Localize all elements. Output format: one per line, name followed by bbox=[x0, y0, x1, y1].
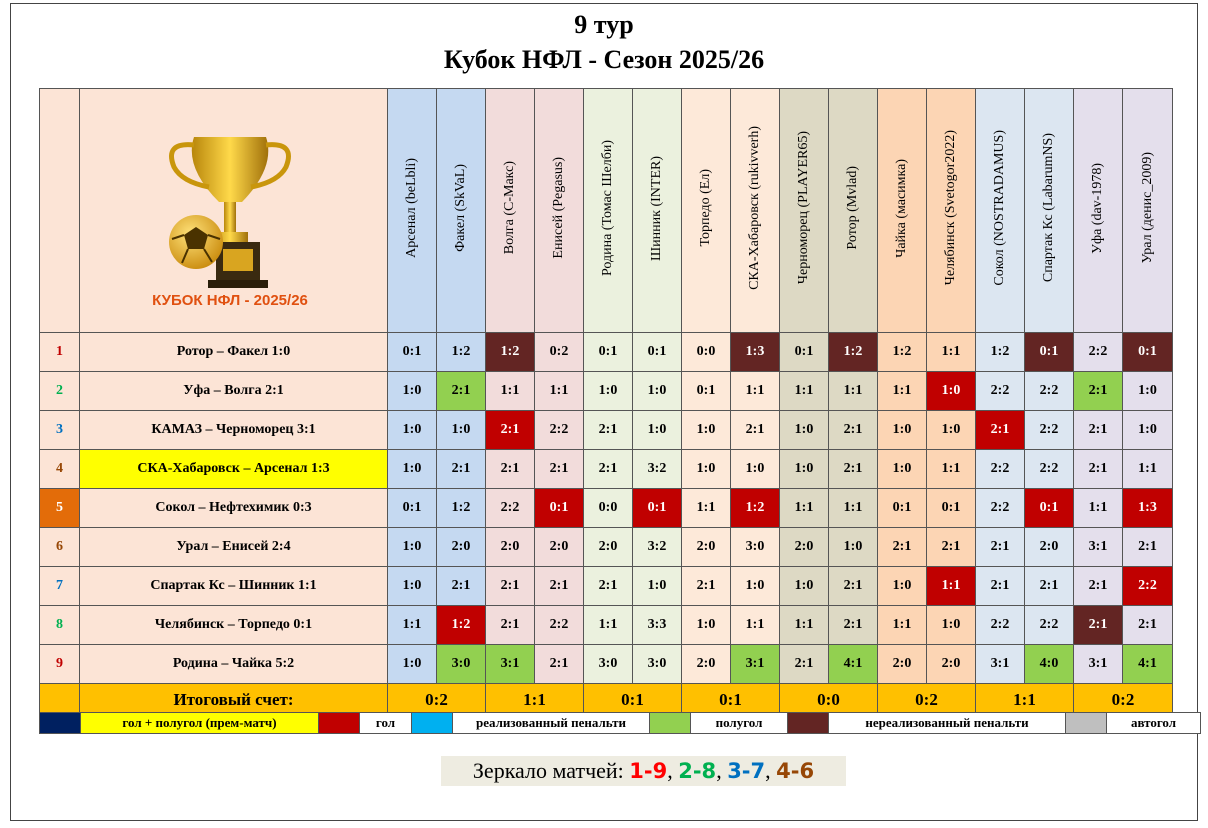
prediction-cell: 1:2 bbox=[829, 333, 878, 372]
prediction-cell: 1:0 bbox=[682, 450, 731, 489]
corner-cell bbox=[40, 89, 80, 333]
prediction-cell: 1:2 bbox=[731, 489, 780, 528]
tournament-title: Кубок НФЛ - Сезон 2025/26 bbox=[443, 45, 765, 74]
prediction-cell: 2:1 bbox=[1074, 567, 1123, 606]
match-number: 3 bbox=[40, 411, 80, 450]
prediction-cell: 2:2 bbox=[1025, 606, 1074, 645]
summary-score: 0:1 bbox=[584, 684, 682, 716]
prediction-cell: 2:2 bbox=[976, 489, 1025, 528]
prediction-cell: 1:1 bbox=[780, 372, 829, 411]
prediction-cell: 2:2 bbox=[486, 489, 535, 528]
logo-caption: КУБОК НФЛ - 2025/26 bbox=[152, 292, 308, 309]
match-name: Ротор – Факел 1:0 bbox=[80, 333, 388, 372]
team-header-label: Черноморец (PLAYER65) bbox=[796, 131, 811, 285]
prediction-cell: 1:0 bbox=[878, 567, 927, 606]
prediction-cell: 2:1 bbox=[780, 645, 829, 684]
team-header-label: Спартак Кс (LabarumNS) bbox=[1041, 133, 1056, 283]
summary-score: 0:0 bbox=[780, 684, 878, 716]
team-header-label: Челябинск (Svetogor2022) bbox=[943, 130, 958, 286]
summary-score: 0:2 bbox=[388, 684, 486, 716]
team-header bbox=[388, 89, 437, 333]
prediction-cell: 2:2 bbox=[976, 606, 1025, 645]
prediction-cell: 2:1 bbox=[878, 528, 927, 567]
prediction-cell: 2:0 bbox=[927, 645, 976, 684]
legend-label: нереализованный пенальти bbox=[829, 713, 1066, 734]
team-header bbox=[1123, 89, 1173, 333]
team-header-label: Торпедо (Ел) bbox=[698, 169, 713, 247]
prediction-cell: 1:0 bbox=[927, 372, 976, 411]
legend-label: гол bbox=[360, 713, 412, 734]
prediction-cell: 2:1 bbox=[976, 411, 1025, 450]
legend-label: полугол bbox=[691, 713, 788, 734]
prediction-cell: 0:1 bbox=[1025, 333, 1074, 372]
prediction-cell: 1:1 bbox=[927, 567, 976, 606]
prediction-cell: 2:2 bbox=[976, 372, 1025, 411]
team-header-label: Уфа (dav-1978) bbox=[1090, 162, 1105, 254]
prediction-cell: 1:1 bbox=[584, 606, 633, 645]
round-title: 9 тур bbox=[574, 10, 634, 39]
table-row bbox=[40, 645, 1173, 684]
match-number: 2 bbox=[40, 372, 80, 411]
prediction-cell: 2:1 bbox=[584, 567, 633, 606]
prediction-cell: 0:1 bbox=[927, 489, 976, 528]
team-header bbox=[976, 89, 1025, 333]
mirror-matches bbox=[441, 756, 846, 786]
prediction-cell: 2:1 bbox=[1123, 528, 1173, 567]
summary-score: 0:2 bbox=[1074, 684, 1173, 716]
legend-swatch bbox=[650, 713, 691, 734]
prediction-cell: 2:0 bbox=[682, 528, 731, 567]
prediction-cell: 2:1 bbox=[1025, 567, 1074, 606]
legend-swatch bbox=[1066, 713, 1107, 734]
team-header bbox=[584, 89, 633, 333]
match-number: 8 bbox=[40, 606, 80, 645]
match-name: Родина – Чайка 5:2 bbox=[80, 645, 388, 684]
prediction-cell: 2:2 bbox=[1025, 450, 1074, 489]
prediction-cell: 0:2 bbox=[535, 333, 584, 372]
prediction-cell: 1:1 bbox=[878, 372, 927, 411]
prediction-cell: 2:1 bbox=[486, 411, 535, 450]
match-name: Уфа – Волга 2:1 bbox=[80, 372, 388, 411]
team-header-label: Ротор (Mvlad) bbox=[845, 166, 860, 250]
prediction-cell: 4:0 bbox=[1025, 645, 1074, 684]
prediction-cell: 1:0 bbox=[388, 411, 437, 450]
prediction-cell: 1:0 bbox=[633, 411, 682, 450]
prediction-cell: 1:0 bbox=[927, 606, 976, 645]
mirror-separator: , bbox=[765, 758, 777, 783]
table-row bbox=[40, 489, 1173, 528]
cup-logo bbox=[124, 107, 336, 320]
prediction-cell: 1:0 bbox=[927, 411, 976, 450]
prediction-cell: 2:1 bbox=[1074, 372, 1123, 411]
team-header bbox=[1074, 89, 1123, 333]
team-header bbox=[878, 89, 927, 333]
team-header bbox=[682, 89, 731, 333]
prediction-cell: 2:2 bbox=[1025, 411, 1074, 450]
match-number: 4 bbox=[40, 450, 80, 489]
team-header bbox=[927, 89, 976, 333]
prediction-cell: 1:2 bbox=[437, 489, 486, 528]
prediction-cell: 3:0 bbox=[437, 645, 486, 684]
prediction-cell: 1:2 bbox=[437, 606, 486, 645]
mirror-separator: , bbox=[716, 758, 728, 783]
legend-label: реализованный пенальти bbox=[453, 713, 650, 734]
prediction-cell: 1:0 bbox=[878, 450, 927, 489]
prediction-cell: 2:1 bbox=[927, 528, 976, 567]
prediction-cell: 2:2 bbox=[535, 411, 584, 450]
prediction-cell: 2:2 bbox=[1123, 567, 1173, 606]
prediction-cell: 1:1 bbox=[535, 372, 584, 411]
prediction-cell: 1:0 bbox=[437, 411, 486, 450]
prediction-cell: 0:1 bbox=[388, 489, 437, 528]
prediction-cell: 2:1 bbox=[437, 450, 486, 489]
prediction-cell: 0:1 bbox=[682, 372, 731, 411]
table-row bbox=[40, 528, 1173, 567]
mirror-separator: , bbox=[667, 758, 679, 783]
legend-label: автогол bbox=[1107, 713, 1201, 734]
table-row bbox=[40, 567, 1173, 606]
prediction-cell: 1:0 bbox=[780, 567, 829, 606]
match-number: 5 bbox=[40, 489, 80, 528]
prediction-cell: 1:0 bbox=[682, 606, 731, 645]
prediction-cell: 0:1 bbox=[633, 333, 682, 372]
legend-swatch bbox=[788, 713, 829, 734]
team-header-label: Волга (С-Макс) bbox=[502, 161, 517, 255]
prediction-cell: 2:0 bbox=[584, 528, 633, 567]
prediction-cell: 1:1 bbox=[682, 489, 731, 528]
prediction-cell: 0:1 bbox=[535, 489, 584, 528]
prediction-cell: 2:1 bbox=[535, 450, 584, 489]
table-row bbox=[40, 606, 1173, 645]
prediction-cell: 1:0 bbox=[388, 528, 437, 567]
match-name: Урал – Енисей 2:4 bbox=[80, 528, 388, 567]
prediction-cell: 1:2 bbox=[878, 333, 927, 372]
prediction-cell: 2:1 bbox=[584, 411, 633, 450]
mirror-pair: 4-6 bbox=[776, 759, 815, 783]
prediction-cell: 2:1 bbox=[1074, 411, 1123, 450]
summary-score: 1:1 bbox=[976, 684, 1074, 716]
match-number: 7 bbox=[40, 567, 80, 606]
prediction-cell: 0:1 bbox=[780, 333, 829, 372]
legend-swatch bbox=[412, 713, 453, 734]
prediction-cell: 0:1 bbox=[878, 489, 927, 528]
prediction-cell: 2:0 bbox=[682, 645, 731, 684]
legend-label: гол + полугол (прем-матч) bbox=[81, 713, 319, 734]
match-name: Челябинск – Торпедо 0:1 bbox=[80, 606, 388, 645]
prediction-cell: 1:2 bbox=[486, 333, 535, 372]
prediction-cell: 1:0 bbox=[1123, 411, 1173, 450]
mirror-pair: 2-8 bbox=[678, 759, 717, 783]
prediction-cell: 0:0 bbox=[584, 489, 633, 528]
prediction-cell: 3:1 bbox=[976, 645, 1025, 684]
prediction-cell: 0:1 bbox=[388, 333, 437, 372]
prediction-cell: 0:1 bbox=[1123, 333, 1173, 372]
team-header-label: СКА-Хабаровск (rukivverh) bbox=[747, 126, 762, 290]
team-header-label: Урал (денис_2009) bbox=[1139, 152, 1155, 264]
table-row bbox=[40, 333, 1173, 372]
prediction-cell: 1:1 bbox=[878, 606, 927, 645]
prediction-cell: 1:0 bbox=[388, 372, 437, 411]
team-header bbox=[1025, 89, 1074, 333]
team-header-label: Арсенал (beLbli) bbox=[404, 158, 419, 258]
team-header-label: Шинник (INTER) bbox=[649, 155, 664, 261]
prediction-cell: 1:0 bbox=[731, 567, 780, 606]
prediction-cell: 1:1 bbox=[731, 372, 780, 411]
prediction-cell: 1:2 bbox=[976, 333, 1025, 372]
prediction-cell: 2:1 bbox=[1123, 606, 1173, 645]
prediction-cell: 3:0 bbox=[584, 645, 633, 684]
prediction-cell: 1:3 bbox=[731, 333, 780, 372]
prediction-cell: 2:0 bbox=[780, 528, 829, 567]
match-number: 9 bbox=[40, 645, 80, 684]
prediction-cell: 2:1 bbox=[731, 411, 780, 450]
prediction-cell: 2:1 bbox=[535, 645, 584, 684]
prediction-cell: 2:2 bbox=[976, 450, 1025, 489]
team-header-label: Енисей (Pegasus) bbox=[551, 157, 566, 259]
prediction-cell: 2:1 bbox=[1074, 450, 1123, 489]
team-header bbox=[731, 89, 780, 333]
prediction-cell: 3:0 bbox=[633, 645, 682, 684]
prediction-cell: 2:1 bbox=[682, 567, 731, 606]
team-header bbox=[437, 89, 486, 333]
prediction-cell: 3:0 bbox=[731, 528, 780, 567]
prediction-cell: 1:1 bbox=[1123, 450, 1173, 489]
prediction-cell: 2:2 bbox=[535, 606, 584, 645]
prediction-cell: 1:0 bbox=[731, 450, 780, 489]
prediction-cell: 2:1 bbox=[829, 411, 878, 450]
prediction-cell: 0:1 bbox=[584, 333, 633, 372]
prediction-cell: 1:0 bbox=[780, 450, 829, 489]
prediction-cell: 3:2 bbox=[633, 450, 682, 489]
prediction-cell: 2:0 bbox=[486, 528, 535, 567]
prediction-cell: 4:1 bbox=[1123, 645, 1173, 684]
prediction-cell: 2:1 bbox=[486, 567, 535, 606]
prediction-cell: 0:1 bbox=[1025, 489, 1074, 528]
prediction-cell: 2:1 bbox=[437, 567, 486, 606]
prediction-cell: 2:1 bbox=[437, 372, 486, 411]
summary-score: 1:1 bbox=[486, 684, 584, 716]
prediction-cell: 1:0 bbox=[388, 450, 437, 489]
table-row bbox=[40, 372, 1173, 411]
team-header-label: Сокол (NOSTRADAMUS) bbox=[992, 130, 1007, 286]
prediction-cell: 1:0 bbox=[878, 411, 927, 450]
team-header bbox=[780, 89, 829, 333]
summary-score: 0:1 bbox=[682, 684, 780, 716]
prediction-cell: 2:2 bbox=[1025, 372, 1074, 411]
team-header bbox=[829, 89, 878, 333]
match-name: Сокол – Нефтехимик 0:3 bbox=[80, 489, 388, 528]
prediction-cell: 1:1 bbox=[780, 606, 829, 645]
match-name: Спартак Кс – Шинник 1:1 bbox=[80, 567, 388, 606]
prediction-cell: 3:1 bbox=[731, 645, 780, 684]
prediction-cell: 2:0 bbox=[437, 528, 486, 567]
legend-swatch bbox=[40, 713, 81, 734]
legend-swatch bbox=[319, 713, 360, 734]
table-row bbox=[40, 450, 1173, 489]
prediction-cell: 1:2 bbox=[437, 333, 486, 372]
prediction-cell: 2:1 bbox=[976, 528, 1025, 567]
prediction-cell: 2:2 bbox=[1074, 333, 1123, 372]
prediction-cell: 1:1 bbox=[1074, 489, 1123, 528]
legend bbox=[39, 712, 1201, 734]
prediction-cell: 2:0 bbox=[878, 645, 927, 684]
prediction-cell: 4:1 bbox=[829, 645, 878, 684]
prediction-cell: 1:0 bbox=[633, 567, 682, 606]
mirror-label: Зеркало матчей: bbox=[472, 758, 630, 783]
prediction-cell: 2:1 bbox=[829, 567, 878, 606]
prediction-cell: 1:1 bbox=[780, 489, 829, 528]
table-row bbox=[40, 411, 1173, 450]
prediction-cell: 3:1 bbox=[1074, 528, 1123, 567]
prediction-cell: 1:1 bbox=[829, 489, 878, 528]
prediction-cell: 1:1 bbox=[486, 372, 535, 411]
prediction-cell: 0:1 bbox=[633, 489, 682, 528]
team-header bbox=[486, 89, 535, 333]
prediction-cell: 1:1 bbox=[731, 606, 780, 645]
summary-label: Итоговый счет: bbox=[80, 684, 388, 716]
match-number: 1 bbox=[40, 333, 80, 372]
team-header bbox=[535, 89, 584, 333]
prediction-cell: 3:2 bbox=[633, 528, 682, 567]
prediction-cell: 2:1 bbox=[584, 450, 633, 489]
prediction-cell: 3:3 bbox=[633, 606, 682, 645]
trophy-icon bbox=[124, 107, 336, 320]
prediction-cell: 0:0 bbox=[682, 333, 731, 372]
prediction-cell: 3:1 bbox=[486, 645, 535, 684]
prediction-cell: 1:1 bbox=[927, 333, 976, 372]
summary-empty bbox=[40, 684, 80, 716]
mirror-pair: 1-9 bbox=[629, 759, 668, 783]
prediction-cell: 1:0 bbox=[829, 528, 878, 567]
team-header-label: Факел (SkVaL) bbox=[453, 164, 468, 252]
prediction-cell: 1:1 bbox=[388, 606, 437, 645]
team-header bbox=[633, 89, 682, 333]
prediction-cell: 2:1 bbox=[829, 606, 878, 645]
prediction-cell: 1:0 bbox=[1123, 372, 1173, 411]
prediction-cell: 1:0 bbox=[388, 645, 437, 684]
prediction-cell: 2:1 bbox=[1074, 606, 1123, 645]
match-number: 6 bbox=[40, 528, 80, 567]
prediction-cell: 2:0 bbox=[1025, 528, 1074, 567]
prediction-cell: 1:0 bbox=[780, 411, 829, 450]
prediction-cell: 2:1 bbox=[976, 567, 1025, 606]
prediction-cell: 1:0 bbox=[682, 411, 731, 450]
prediction-cell: 2:1 bbox=[486, 606, 535, 645]
prediction-cell: 1:3 bbox=[1123, 489, 1173, 528]
team-header-label: Чайка (масимка) bbox=[894, 158, 909, 258]
match-name: СКА-Хабаровск – Арсенал 1:3 bbox=[80, 450, 388, 489]
mirror-pair: 3-7 bbox=[727, 759, 766, 783]
prediction-cell: 2:1 bbox=[829, 450, 878, 489]
prediction-cell: 1:1 bbox=[829, 372, 878, 411]
prediction-cell: 2:0 bbox=[535, 528, 584, 567]
prediction-cell: 1:0 bbox=[633, 372, 682, 411]
summary-score: 0:2 bbox=[878, 684, 976, 716]
prediction-cell: 1:0 bbox=[388, 567, 437, 606]
team-header-label: Родина (Томас Шелби) bbox=[600, 139, 615, 277]
match-name: КАМАЗ – Черноморец 3:1 bbox=[80, 411, 388, 450]
prediction-cell: 2:1 bbox=[486, 450, 535, 489]
prediction-cell: 2:1 bbox=[535, 567, 584, 606]
prediction-cell: 1:0 bbox=[584, 372, 633, 411]
prediction-cell: 1:1 bbox=[927, 450, 976, 489]
prediction-cell: 3:1 bbox=[1074, 645, 1123, 684]
